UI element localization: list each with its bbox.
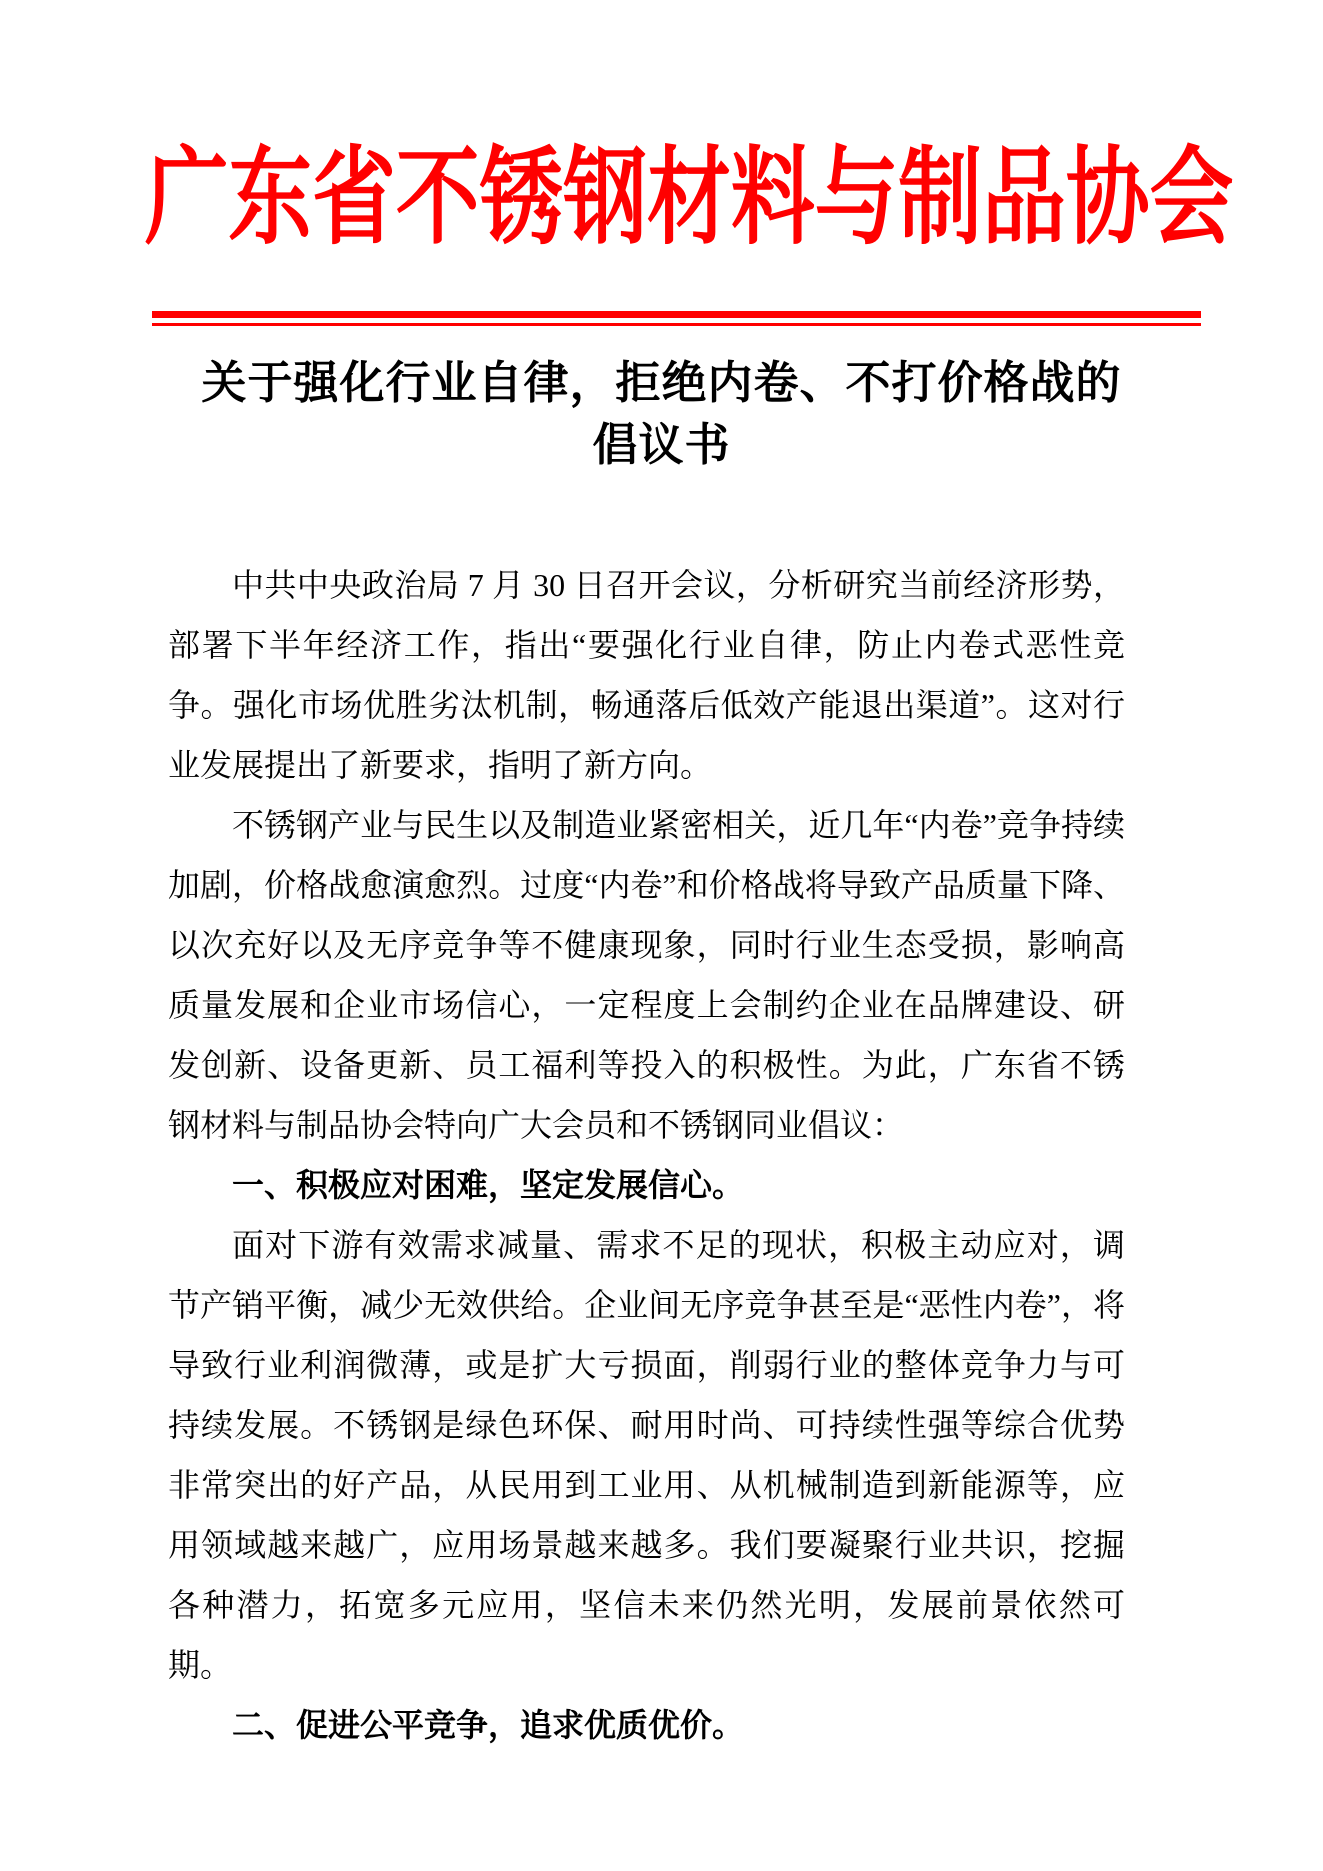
document-title xyxy=(100,352,1223,476)
document-body xyxy=(168,555,1125,1755)
section-heading-1: 一、积极应对困难，坚定发展信心。 xyxy=(232,1167,745,1203)
document-title-line1: 关于强化行业自律，拒绝内卷、不打价格战的 xyxy=(201,357,1122,408)
letterhead-rule-thick xyxy=(152,311,1201,318)
letterhead-rule-thin xyxy=(152,323,1201,326)
paragraph-section-1-body: 面对下游有效需求减量、需求不足的现状，积极主动应对，调节产销平衡，减少无效供给。企业间无序竞争甚至是“恶性内卷”，将导致行业利润微薄，或是扩大亏损面，削弱行业的整体竞争力与可持续发展。不锈钢是绿色环保、耐用时尚、可持续性强等综合优势非常突出的好产品，从民用到工业用、从机械制造到新能源等，应用领域越来越广，应用场景越来越多。我们要凝聚行业共识，挖掘各种潜力，拓宽多元应用，坚信未来仍然光明，发展前景依然可期。 xyxy=(168,1227,1125,1683)
section-heading-2: 二、促进公平竞争，追求优质优价。 xyxy=(232,1707,745,1743)
paragraph-intro-policy: 中共中央政治局 7 月 30 日召开会议，分析研究当前经济形势，部署下半年经济工作，指出“要强化行业自律，防止内卷式恶性竞争。强化市场优胜劣汰机制，畅通落后低效产能退出渠道”。这对行业发展提出了新要求，指明了新方向。 xyxy=(168,567,1125,783)
paragraph-industry-context: 不锈钢产业与民生以及制造业紧密相关，近几年“内卷”竞争持续加剧，价格战愈演愈烈。过度“内卷”和价格战将导致产品质量下降、以次充好以及无序竞争等不健康现象，同时行业生态受损，影响高质量发展和企业市场信心，一定程度上会制约企业在品牌建设、研发创新、设备更新、员工福利等投入的积极性。为此，广东省不锈钢材料与制品协会特向广大会员和不锈钢同业倡议： xyxy=(168,807,1125,1143)
letterhead xyxy=(0,138,1323,260)
document-title-line2: 倡议书 xyxy=(592,419,731,470)
organization-name: 广东省不锈钢材料与制品协会 xyxy=(144,140,1234,257)
